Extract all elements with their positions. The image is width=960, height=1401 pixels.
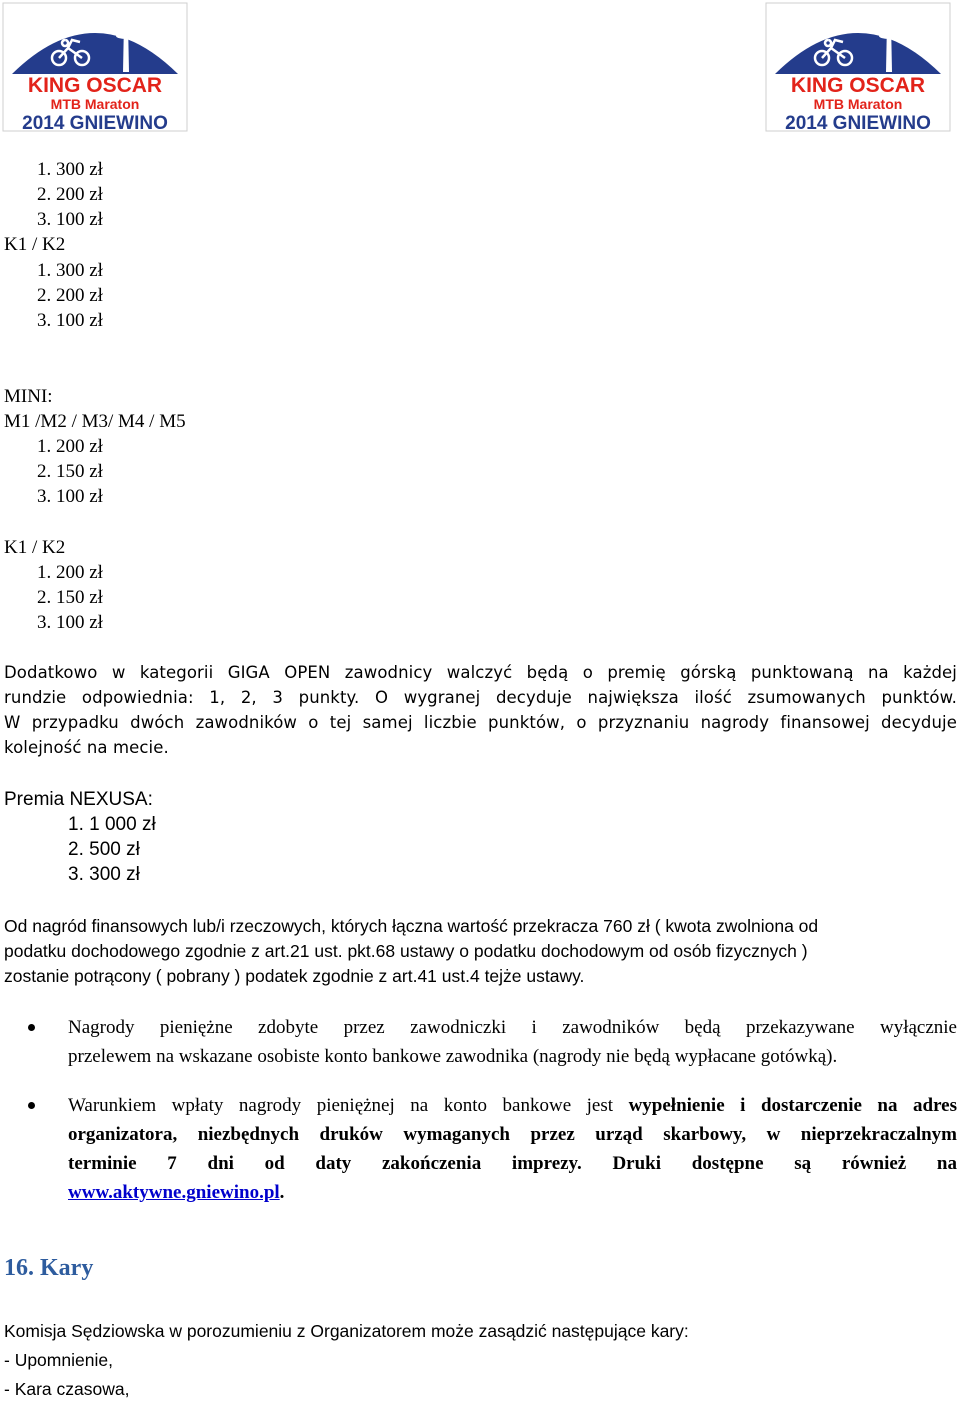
prize-item: 2. 200 zł <box>37 184 103 205</box>
event-logo-right <box>765 2 951 132</box>
bullet2-line4: www.aktywne.gniewino.pl. <box>68 1182 285 1203</box>
category-label: K1 / K2 <box>4 537 66 558</box>
prize-item: 1. 200 zł <box>37 436 103 457</box>
section-heading: 16. Kary <box>4 1255 94 1281</box>
bullet1-line: przelewem na wskazane osobiste konto bankowe zawodnika (nagrody nie będą wypłacane gotówką). <box>68 1046 838 1067</box>
prize-item: 1. 300 zł <box>37 159 103 180</box>
section-intro: Komisja Sędziowska w porozumieniu z Organizatorem może zasądzić następujące kary: <box>4 1321 689 1341</box>
nexus-title: Premia NEXUSA: <box>4 789 153 810</box>
event-logo-left <box>2 2 188 132</box>
bullet2-line1: Warunkiem wpłaty nagrody pieniężnej na konto bankowe jest wypełnienie i dostarczenie na adres <box>68 1095 958 1116</box>
penalty-item: - Upomnienie, <box>4 1350 113 1370</box>
prize-item: 2. 200 zł <box>37 285 103 306</box>
category-label: K1 / K2 <box>4 234 66 255</box>
svg-text:2014 GNIEWINO: 2014 GNIEWINO <box>785 113 931 132</box>
tax-paragraph-line: podatku dochodowego zgodnie z art.21 ust. pkt.68 ustawy o podatku dochodowym od osób fizycznych ) <box>4 941 808 961</box>
svg-text:MTB Maraton: MTB Maraton <box>50 96 140 112</box>
svg-text:KING OSCAR: KING OSCAR <box>790 74 926 97</box>
svg-text:KING OSCAR: KING OSCAR <box>27 74 163 97</box>
giga-paragraph-line: rundzie odpowiednia: 1, 2, 3 punkty. O wygranej decyduje największa ilość zsumowanych punktów. <box>4 688 957 707</box>
nexus-prize: 3. 300 zł <box>68 864 140 885</box>
mini-title: MINI: <box>4 386 53 407</box>
prize-item: 3. 100 zł <box>37 612 103 633</box>
bullet2-line2: organizatora, niezbędnych druków wymaganych przez urząd skarbowy, w nieprzekraczalnym <box>68 1124 957 1145</box>
prize-item: 2. 150 zł <box>37 587 103 608</box>
prize-item: 3. 100 zł <box>37 486 103 507</box>
prize-item: 3. 100 zł <box>37 310 103 331</box>
prize-item: 1. 200 zł <box>37 562 103 583</box>
tax-paragraph-line: Od nagród finansowych lub/i rzeczowych, których łączna wartość przekracza 760 zł ( kwota zwolniona od <box>4 916 819 936</box>
svg-text:2014 GNIEWINO: 2014 GNIEWINO <box>22 113 168 132</box>
bullet1-line: Nagrody pieniężne zdobyte przez zawodniczki i zawodników będą przekazywane wyłącznie <box>68 1017 957 1038</box>
giga-paragraph-line: Dodatkowo w kategorii GIGA OPEN zawodnicy walczyć będą o premię górską punktowaną na każdej <box>4 663 957 682</box>
bullet-icon <box>28 1024 35 1031</box>
aktywne-link[interactable]: www.aktywne.gniewino.pl <box>68 1182 280 1203</box>
category-label: M1 /M2 / M3/ M4 / M5 <box>4 411 186 432</box>
nexus-prize: 1. 1 000 zł <box>68 814 156 835</box>
prize-item: 3. 100 zł <box>37 209 103 230</box>
bullet2-line3: terminie 7 dni od daty zakończenia imprezy. Druki dostępne są również na <box>68 1153 957 1174</box>
nexus-prize: 2. 500 zł <box>68 839 140 860</box>
bullet-icon <box>28 1102 35 1109</box>
giga-paragraph-line: kolejność na mecie. <box>4 738 169 757</box>
svg-text:MTB Maraton: MTB Maraton <box>813 96 903 112</box>
tax-paragraph-line: zostanie potrącony ( pobrany ) podatek zgodnie z art.41 ust.4 tejże ustawy. <box>4 966 585 986</box>
prize-item: 1. 300 zł <box>37 260 103 281</box>
prize-item: 2. 150 zł <box>37 461 103 482</box>
giga-paragraph-line: W przypadku dwóch zawodników o tej samej liczbie punktów, o przyznaniu nagrody finansowej decyduje <box>4 713 957 732</box>
penalty-item: - Kara czasowa, <box>4 1379 130 1399</box>
